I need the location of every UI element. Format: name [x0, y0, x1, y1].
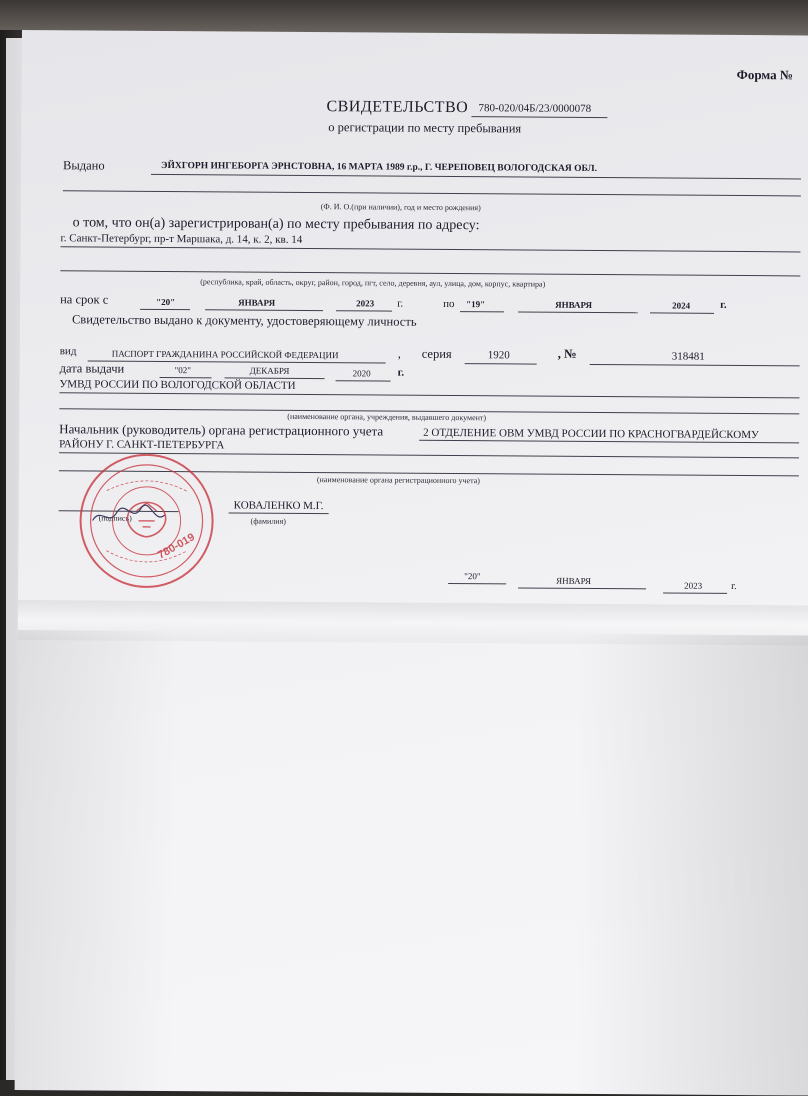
identity-date-year-line	[336, 380, 391, 381]
certificate-document	[15, 30, 808, 1096]
term-from-year: 2023	[356, 298, 375, 309]
address-line-2	[60, 270, 800, 276]
document-title: СВИДЕТЕЛЬСТВО	[326, 98, 469, 117]
issued-label: Выдано	[63, 158, 105, 173]
issue-date-year: 2023	[684, 580, 703, 591]
handwritten-signature	[89, 500, 169, 531]
identity-date-month: ДЕКАБРЯ	[249, 365, 290, 376]
signature-caption: (подпись)	[98, 513, 132, 523]
address-caption: (республика, край, область, округ, район, город, пгт, село, деревня, аул, улица, дом, корпус, квартира)	[200, 277, 546, 289]
term-to-year: 2024	[672, 300, 691, 311]
issue-date-month-line	[518, 587, 646, 589]
certificate-number-line	[471, 116, 607, 118]
identity-series-label: серия	[421, 346, 452, 362]
stamp-code: 780-019	[155, 531, 197, 562]
issued-line	[151, 174, 801, 180]
document-subtitle: о регистрации по месту пребывания	[328, 120, 522, 136]
authority-label: Начальник (руководитель) органа регистрационного учета	[59, 421, 384, 439]
identity-issuer-caption: (наименование органа, учреждения, выдавшего документ)	[287, 411, 487, 423]
term-to-month: ЯНВАРЯ	[555, 299, 593, 310]
authority-caption: (наименование органа регистрационного учета)	[316, 475, 480, 486]
identity-date-suffix: г.	[397, 366, 405, 379]
term-from-day-line	[140, 309, 190, 310]
identity-number-line	[590, 364, 800, 366]
issue-date-day-line	[448, 583, 506, 584]
term-label: на срок с	[60, 292, 109, 307]
identity-series-value: 1920	[487, 349, 510, 362]
issue-date-day: "20"	[464, 571, 481, 582]
term-from-month-line	[205, 309, 323, 311]
issue-date-suffix: г.	[731, 580, 737, 593]
signatory-name-caption: (фамилия)	[250, 516, 286, 526]
identity-type-value: ПАСПОРТ ГРАЖДАНИНА РОССИЙСКОЙ ФЕДЕРАЦИИ	[111, 348, 339, 361]
term-from-month: ЯНВАРЯ	[238, 297, 276, 308]
term-from-suffix: г.	[397, 297, 404, 310]
certificate-number: 780-020/04Б/23/0000078	[478, 102, 592, 115]
identity-number-label: , №	[557, 346, 577, 361]
identity-number-value: 318481	[671, 350, 705, 363]
identity-intro: Свидетельство выдано к документу, удостоверяющему личность	[71, 312, 417, 329]
term-to-day: "19"	[466, 299, 486, 310]
address-value: г. Санкт-Петербург, пр-т Маршака, д. 14, к. 2, кв. 14	[60, 232, 303, 246]
issued-line-2	[63, 190, 801, 196]
issued-value: ЭЙХГОРН ИНГЕБОРГА ЭРНСТОВНА, 16 МАРТА 1989 г.р., Г. ЧЕРЕПОВЕЦ ВОЛОГОДСКАЯ ОБЛ.	[161, 160, 598, 175]
term-from-day: "20"	[156, 296, 176, 308]
address-intro: о том, что он(а) зарегистрирован(а) по месту пребывания по адресу:	[72, 215, 480, 234]
authority-value-line-2: РАЙОНУ Г. САНКТ-ПЕТЕРБУРГА	[59, 438, 225, 452]
paper-shadow	[15, 630, 808, 1096]
term-to-suffix: г.	[720, 298, 727, 311]
term-to-day-line	[460, 311, 504, 312]
issued-caption: (Ф. И. О.(при наличии), год и место рождения)	[320, 202, 481, 213]
term-to-year-line	[650, 312, 714, 313]
identity-type-line	[88, 360, 386, 363]
term-to-label: по	[443, 297, 455, 311]
signatory-name-line	[229, 512, 329, 514]
identity-comma: ,	[397, 346, 401, 361]
identity-date-label: дата выдачи	[59, 361, 125, 376]
identity-issuer-line	[59, 392, 799, 398]
issue-date-month: ЯНВАРЯ	[556, 575, 592, 586]
identity-type-label: вид	[59, 345, 77, 358]
form-label: Форма №	[736, 66, 794, 83]
issue-date-year-line	[663, 592, 727, 593]
signatory-name: КОВАЛЕНКО М.Г.	[233, 499, 324, 513]
identity-issuer: УМВД РОССИИ ПО ВОЛОГОДСКОЙ ОБЛАСТИ	[59, 378, 296, 392]
authority-value-line-1: 2 ОТДЕЛЕНИЕ ОВМ УМВД РОССИИ ПО КРАСНОГВАРДЕЙСКОМУ	[423, 426, 759, 442]
term-from-year-line	[336, 310, 392, 311]
identity-date-day: "02"	[174, 365, 192, 376]
address-line	[60, 246, 800, 252]
identity-date-year: 2020	[352, 368, 371, 379]
term-to-month-line	[518, 311, 638, 313]
identity-series-line	[465, 363, 537, 365]
